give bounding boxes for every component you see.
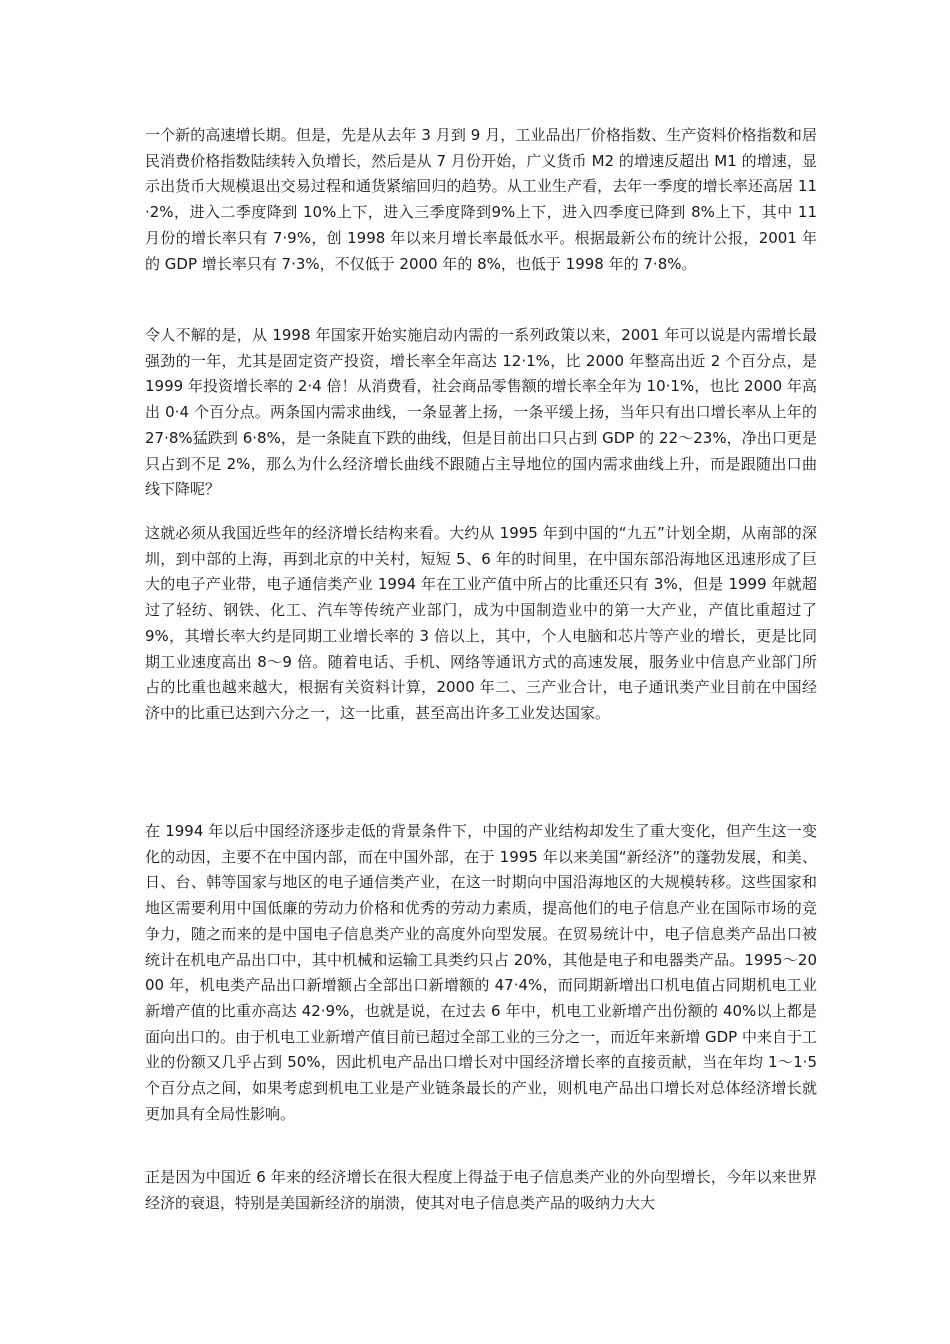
body-paragraph-4: 在 1994 年以后中国经济逐步走低的背景条件下，中国的产业结构却发生了重大变化，但产生这一变化的动因，主要不在中国内部，而在中国外部，在于 1995 年以来美国“新经济”的蓬勃发展，和美、日、台、韩等国家与地区的电子通信类产业，在这一时期向中国沿海地区的大规模转移。这些国家和地区需要利用中国低廉的劳动力价格和优秀的劳动力素质，提高他们的电子信息产业在国际市场的竞争力，随之而来的是中国电子信息类产业的高度外向型发展。在贸易统计中，电子信息类产品出口被统计在机电产品出口中，其中机械和运输工具类约只占 20%，其他是电子和电器类产品。1995～2000 年，机电类产品出口新增额占全部出口新增额的 47·4%，而同期新增出口机电值占同期机电工业新增产值的比重亦高达 42·9%，也就是说，在过去 6 年中，机电工业新增产出份额的 40%以上都是面向出口的。由于机电工业新增产值目前已超过全部工业的三分之一，而近年来新增 GDP 中来自于工业的份额又几乎占到 50%，因此机电产品出口增长对中国经济增长率的直接贡献，当在年均 1～1·5 个百分点之间，如果考虑到机电工业是产业链条最长的产业，则机电产品出口增长对总体经济增长就更加具有全局性影响。 <box>145 822 817 1123</box>
body-paragraph-2: 令人不解的是，从 1998 年国家开始实施启动内需的一系列政策以来，2001 年可以说是内需增长最强劲的一年，尤其是固定资产投资，增长率全年高达 12·1%，比 2000 年整高出近 2 个百分点，是 1999 年投资增长率的 2·4 倍！从消费看，社会商品零售额的增长率全年为 10·1%，也比 2000 年高出 0·4 个百分点。两条国内需求曲线，一条显著上扬，一条平缓上扬，当年只有出口增长率从上年的 27·8%猛跌到 6·8%，是一条陡直下跌的曲线，但是目前出口只占到 GDP 的 22～23%，净出口更是只占到不足 2%，那么为什么经济增长曲线不跟随占主导地位的国内需求曲线上升，而是跟随出口曲线下降呢？ <box>145 326 817 499</box>
body-paragraph-5: 正是因为中国近 6 年来的经济增长在很大程度上得益于电子信息类产业的外向型增长，今年以来世界经济的衰退，特别是美国新经济的崩溃，使其对电子信息类产品的吸纳力大大 <box>145 1168 817 1212</box>
body-paragraph-1: 一个新的高速增长期。但是，先是从去年 3 月到 9 月，工业品出厂价格指数、生产资料价格指数和居民消费价格指数陆续转入负增长，然后是从 7 月份开始，广义货币 M2 的增速反超出 M1 的增速，显示出货币大规模退出交易过程和通货紧缩回归的趋势。从工业生产看，去年一季度的增长率还高居 11·2%，进入二季度降到 10%上下，进入三季度降到9%上下，进入四季度已降到 8%上下，其中 11 月份的增长率只有 7·9%，创 1998 年以来月增长率最低水平。根据最新公布的统计公报，2001 年的 GDP 增长率只有 7·3%，不仅低于 2000 年的 8%，也低于 1998 年的 7·8%。 <box>145 126 817 273</box>
body-paragraph-3: 这就必须从我国近些年的经济增长结构来看。大约从 1995 年到中国的“九五”计划全期，从南部的深圳，到中部的上海，再到北京的中关村，短短 5、6 年的时间里，在中国东部沿海地区迅速形成了巨大的电子产业带，电子通信类产业 1994 年在工业产值中所占的比重还只有 3%，但是 1999 年就超过了轻纺、钢铁、化工、汽车等传统产业部门，成为中国制造业中的第一大产业，产值比重超过了 9%，其增长率大约是同期工业增长率的 3 倍以上，其中，个人电脑和芯片等产业的增长，更是比同期工业速度高出 8～9 倍。随着电话、手机、网络等通讯方式的高速发展，服务业中信息产业部门所占的比重也越来越大，根据有关资料计算，2000 年二、三产业合计，电子通讯类产业目前在中国经济中的比重已达到六分之一，这一比重，甚至高出许多工业发达国家。 <box>145 524 817 722</box>
